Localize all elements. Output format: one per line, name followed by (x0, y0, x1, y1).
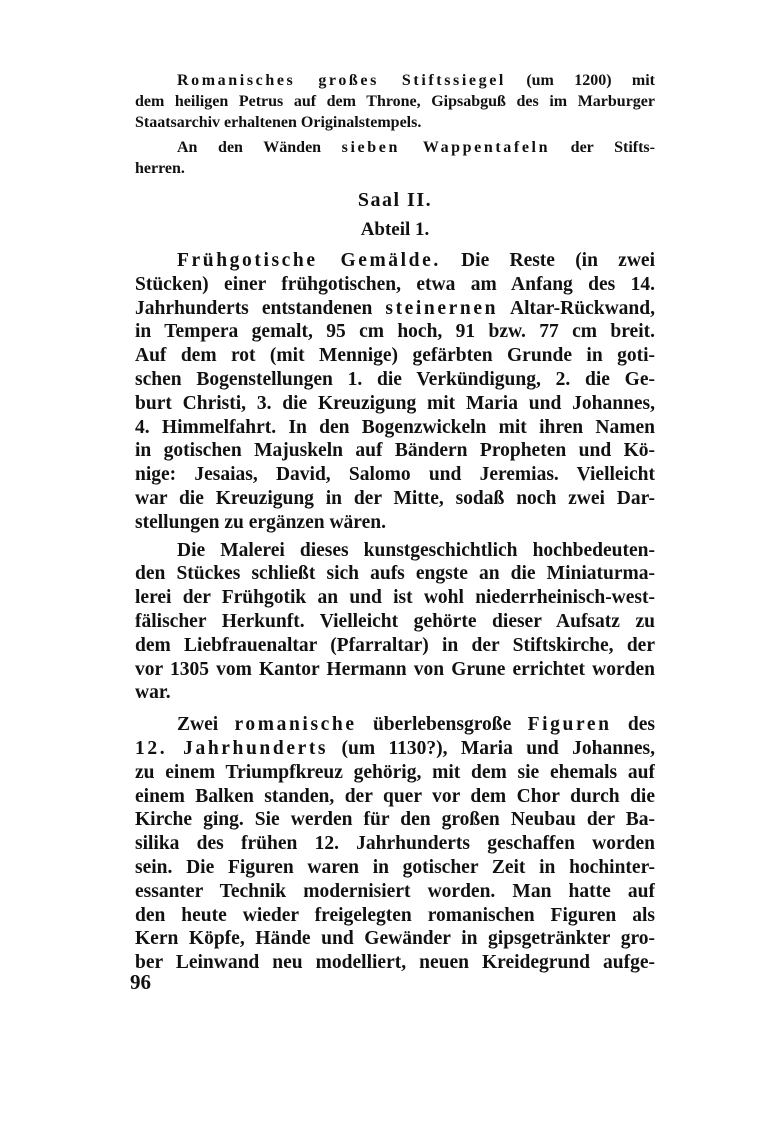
text-run: überlebensgroße (356, 714, 528, 736)
text-line: ber Leinwand neu modelliert, neuen Kreidegrund aufge- (135, 952, 655, 974)
paragraph-fruehgotische-gemaelde (135, 249, 655, 535)
text-line: dem Liebfrauenaltar (Pfarraltar) in der Stiftskirche, der (135, 634, 655, 656)
text-line: silika des frühen 12. Jahrhunderts geschaffen worden (135, 833, 655, 855)
text-line: Auf dem rot (mit Mennige) gefärbten Grunde in goti- (135, 345, 655, 367)
text-line: in Tempera gemalt, 95 cm hoch, 91 bzw. 77 cm breit. (135, 321, 655, 343)
text-line: war die Kreuzigung in der Mitte, sodaß noch zwei Dar- (135, 487, 655, 509)
text-run: An den Wänden (177, 139, 342, 156)
page-number: 96 (130, 970, 151, 994)
text-line: stellungen zu ergänzen wären. (135, 511, 386, 533)
text-line (135, 70, 655, 91)
text-line: dem heiligen Petrus auf dem Throne, Gipsabguß des im Marburger (135, 93, 655, 110)
text-line: zu einem Triumpfkreuz gehörig, mit dem sie ehemals auf (135, 761, 655, 783)
text-line: 4. Himmelfahrt. In den Bogenzwickeln mit ihren Namen (135, 416, 655, 438)
text-line (135, 713, 655, 737)
text-line: in gotischen Majuskeln auf Bändern Propheten und Kö- (135, 440, 655, 462)
text-run: des (611, 714, 655, 736)
section-subheading: Abteil 1. (360, 219, 430, 240)
text-line: sein. Die Figuren waren in gotischer Zeit in hochinter- (135, 856, 655, 878)
text-line (135, 737, 655, 761)
text-line: lerei der Frühgotik an und ist wohl niederrheinisch-west- (135, 587, 655, 609)
text-line: einem Balken standen, der quer vor dem Chor durch die (135, 785, 655, 807)
text-line (135, 249, 655, 273)
section-heading: Saal II. (357, 189, 433, 211)
text-run: (um 1130?), Maria und Johannes, (328, 737, 655, 759)
page-content (135, 70, 655, 975)
text-line: Stücken) einer frühgotischen, etwa am Anfang des 14. (135, 273, 655, 295)
text-line (135, 297, 655, 321)
intro-paragraph-2 (135, 137, 655, 179)
spaced-emphasis: steinernen (385, 297, 499, 319)
text-line: herren. (135, 160, 185, 177)
paragraph-romanische-figuren (135, 713, 655, 975)
text-run: Altar-Rückwand, (498, 297, 655, 319)
text-line: Kern Köpfe, Hände und Gewänder in gipsgetränkter gro- (135, 928, 655, 950)
text-run: Zwei (177, 714, 235, 736)
text-line: burt Christi, 3. die Kreuzigung mit Maria und Johannes, (135, 392, 655, 414)
text-run: Jahrhunderts entstandenen (135, 297, 386, 319)
text-line: den Stückes schließt sich aufs engste an die Miniaturma- (135, 563, 655, 585)
spaced-emphasis: romanische (234, 714, 357, 736)
text-run: der Stifts- (550, 139, 655, 156)
spaced-emphasis: Frühgotische Gemälde. (177, 250, 441, 271)
text-run: Die Reste (in zwei (440, 250, 655, 271)
spaced-emphasis: sieben Wappentafeln (341, 139, 551, 156)
text-line: nige: Jesaias, David, Salomo und Jeremias. Vielleicht (135, 464, 655, 486)
text-line: vor 1305 vom Kantor Hermann von Grune errichtet worden (135, 658, 655, 680)
text-line: schen Bogenstellungen 1. die Verkündigung, 2. die Ge- (135, 368, 655, 390)
text-line (135, 137, 655, 158)
paragraph-malerei (135, 539, 655, 706)
text-line: Staatsarchiv erhaltenen Originalstempels. (135, 114, 422, 131)
text-line: den heute wieder freigelegten romanischen Figuren als (135, 904, 655, 926)
text-run: (um 1200) mit (505, 72, 655, 89)
text-line: fälischer Herkunft. Vielleicht gehörte dieser Aufsatz zu (135, 610, 655, 632)
intro-paragraph-1 (135, 70, 655, 133)
spaced-emphasis: 12. Jahrhunderts (135, 737, 329, 759)
text-line: essanter Technik modernisiert worden. Man hatte auf (135, 880, 655, 902)
text-line: Kirche ging. Sie werden für den großen Neubau der Ba- (135, 809, 655, 831)
spaced-emphasis: Romanisches großes Stiftssiegel (177, 72, 506, 89)
text-line: Die Malerei dieses kunstgeschichtlich hochbedeuten- (177, 539, 655, 561)
text-line: war. (135, 682, 171, 704)
spaced-emphasis: Figuren (527, 714, 612, 736)
